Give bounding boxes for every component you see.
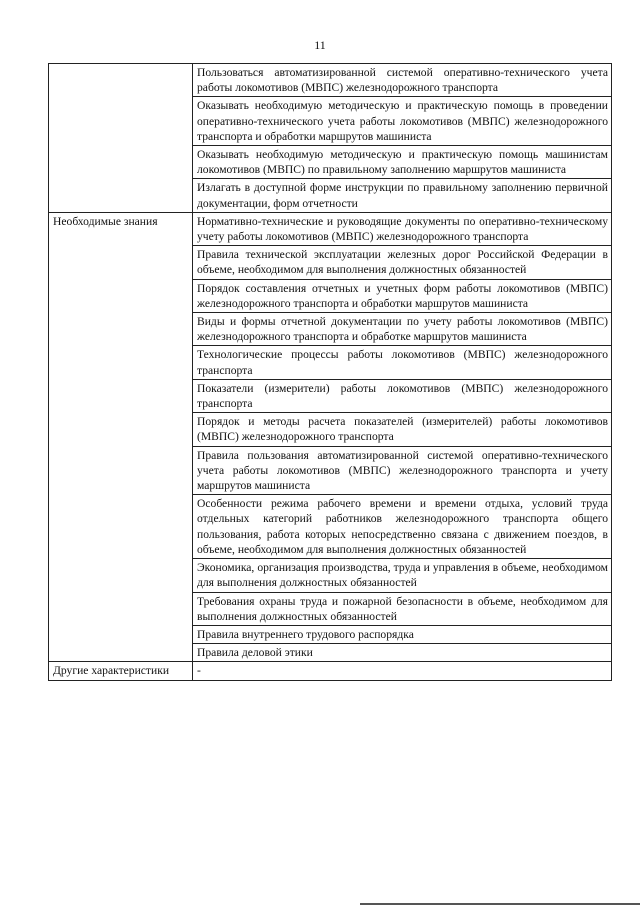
empty-label-cell <box>49 64 193 213</box>
skill-cell: Излагать в доступной форме инструкции по правильному заполнению первичной документации, форм отчетности <box>193 179 612 212</box>
knowledge-cell: Экономика, организация производства, труда и управления в объеме, необходимом для выполнения должностных обязанностей <box>193 559 612 592</box>
skill-cell: Оказывать необходимую методическую и практическую помощь в проведении оперативно-технического учета работы локомотивов (МВПС) железнодорожного транспорта и обработки маршрутов машиниста <box>193 97 612 146</box>
knowledge-label: Необходимые знания <box>49 212 193 661</box>
table-row <box>49 64 612 97</box>
knowledge-cell: Виды и формы отчетной документации по учету работы локомотивов (МВПС) железнодорожного транспорта и обработке маршрутов машиниста <box>193 313 612 346</box>
knowledge-cell: Показатели (измерители) работы локомотивов (МВПС) железнодорожного транспорта <box>193 379 612 412</box>
other-characteristics-label: Другие характеристики <box>49 662 193 680</box>
knowledge-cell: Правила внутреннего трудового распорядка <box>193 625 612 643</box>
page-number: 11 <box>314 38 326 52</box>
knowledge-cell: Правила технической эксплуатации железных дорог Российской Федерации в объеме, необходимом для выполнения должностных обязанностей <box>193 246 612 279</box>
competency-table <box>48 63 612 681</box>
knowledge-cell: Порядок составления отчетных и учетных форм работы локомотивов (МВПС) железнодорожного транспорта и обработки маршрутов машиниста <box>193 279 612 312</box>
other-characteristics-value: - <box>193 662 612 680</box>
knowledge-cell: Правила пользования автоматизированной системой оперативно-технического учета работы локомотивов (МВПС) железнодорожного транспорта и учету маршрутов машиниста <box>193 446 612 495</box>
knowledge-cell: Нормативно-технические и руководящие документы по оперативно-техническому учету работы локомотивов (МВПС) железнодорожного транспорта <box>193 212 612 245</box>
skill-cell: Пользоваться автоматизированной системой оперативно-технического учета работы локомотивов (МВПС) железнодорожного транспорта <box>193 64 612 97</box>
table-row <box>49 662 612 680</box>
table-row <box>49 212 612 245</box>
knowledge-cell: Правила деловой этики <box>193 644 612 662</box>
knowledge-cell: Требования охраны труда и пожарной безопасности в объеме, необходимом для выполнения должностных обязанностей <box>193 592 612 625</box>
knowledge-cell: Особенности режима рабочего времени и времени отдыха, условий труда отдельных категорий работников железнодорожного транспорта общего пользования, работа которых непосредственно связана с движением поездов, в объеме, необходимом для выполнения должностных обязанностей <box>193 495 612 559</box>
knowledge-cell: Технологические процессы работы локомотивов (МВПС) железнодорожного транспорта <box>193 346 612 379</box>
skill-cell: Оказывать необходимую методическую и практическую помощь машинистам локомотивов (МВПС) по правильному заполнению маршрутов машиниста <box>193 146 612 179</box>
knowledge-cell: Порядок и методы расчета показателей (измерителей) работы локомотивов (МВПС) железнодорожного транспорта <box>193 413 612 446</box>
